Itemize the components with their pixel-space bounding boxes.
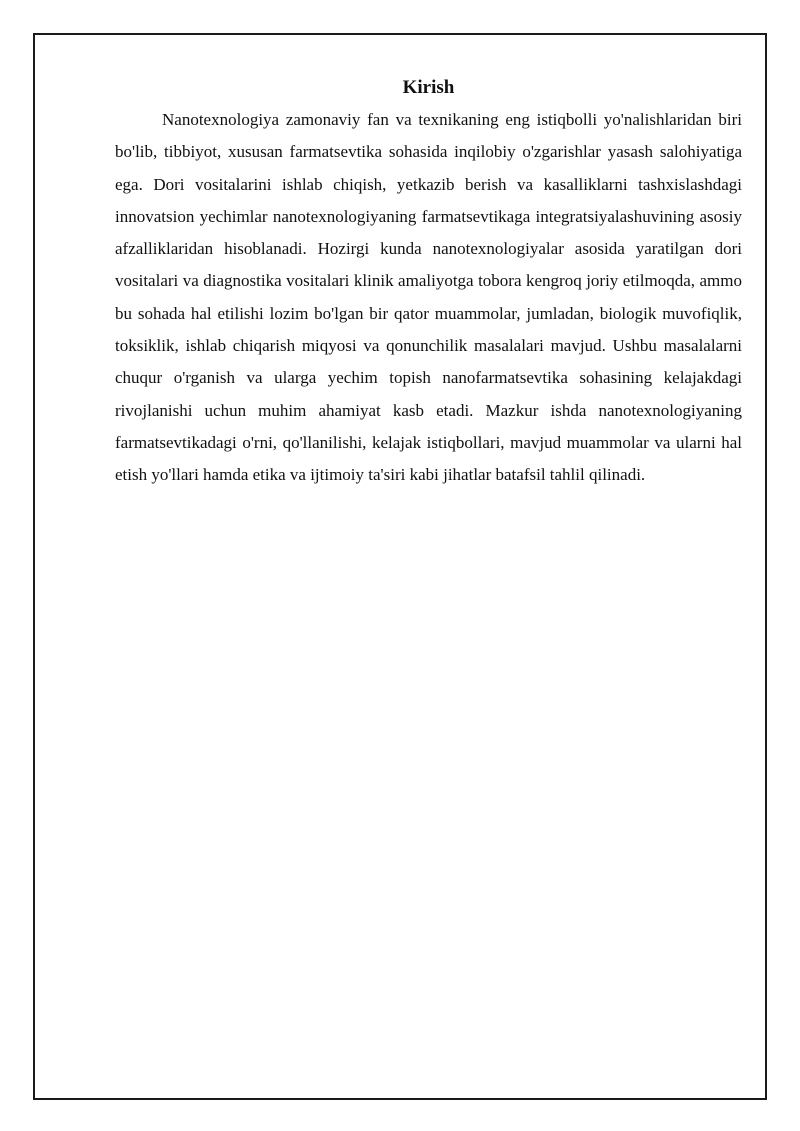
intro-paragraph: Nanotexnologiya zamonaviy fan va texnikaning eng istiqbolli yo'nalishlaridan biri bo'lib, tibbiyot, xususan farmatsevtika sohasida inqilobiy o'zgarishlar yasash salohiyatiga ega. Dori vositalarini ishlab chiqish, yetkazib berish va kasalliklarni tashxislashdagi innovatsion yechimlar nanotexnologiyaning farmatsevtikaga integratsiyalashuvining asosiy afzalliklaridan hisoblanadi. Hozirgi kunda nanotexnologiyalar asosida yaratilgan dori vositalari va diagnostika vositalari klinik amaliyotga tobora kengroq joriy etilmoqda, ammo bu sohada hal etilishi lozim bo'lgan bir qator muammolar, jumladan, biologik muvofiqlik, toksiklik, ishlab chiqarish miqyosi va qonunchilik masalalari mavjud. Ushbu masalalarni chuqur o'rganish va ularga yechim topish nanofarmatsevtika sohasining kelajakdagi rivojlanishi uchun muhim ahamiyat kasb etadi. Mazkur ishda nanotexnologiyaning farmatsevtikadagi o'rni, qo'llanilishi, kelajak istiqbollari, mavjud muammolar va ularni hal etish yo'llari hamda etika va ijtimoiy ta'siri kabi jihatlar batafsil tahlil qilinadi. bbox=[115, 110, 742, 485]
section-title: Kirish bbox=[402, 77, 455, 98]
page-content bbox=[115, 74, 742, 492]
